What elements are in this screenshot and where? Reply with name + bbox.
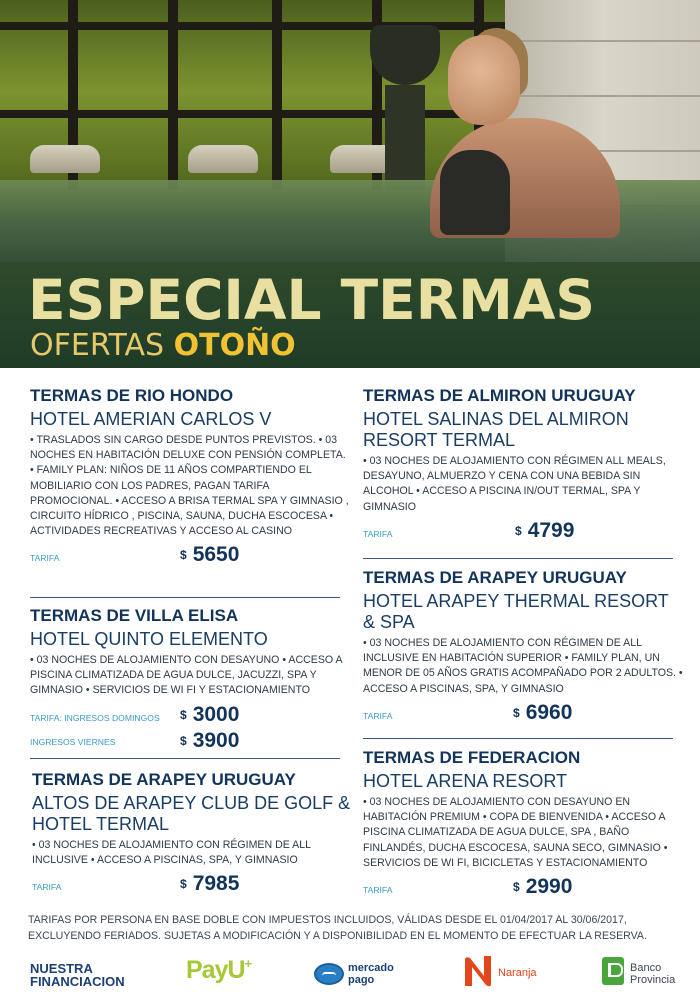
divider: [363, 738, 673, 739]
price: [513, 875, 572, 899]
divider: [30, 597, 340, 598]
offer-rio-hondo[interactable]: [30, 386, 352, 569]
currency-symbol: $: [180, 707, 187, 722]
financing-line-1: NUESTRA: [30, 961, 93, 976]
price-2: [180, 729, 239, 753]
offer-federacion[interactable]: [363, 748, 685, 901]
tarifa-label: TARIFA: [363, 528, 393, 539]
swimsuit: [440, 150, 510, 235]
offer-description: • 03 NOCHES DE ALOJAMIENTO CON RÉGIMEN ALL MEALS, DESAYUNO, ALMUERZO Y CENA CON UNA BEBIDA SIN ALCOHOL • ACCESO A PISCINA IN/OUT TERMAL, SPA Y GIMNASIO: [363, 455, 666, 513]
currency-symbol: $: [515, 523, 522, 538]
offer-hotel: HOTEL ARENA RESORT: [363, 771, 568, 791]
naranja-logo: Naranja: [498, 967, 537, 979]
offer-destination: TERMAS DE FEDERACION: [363, 748, 581, 767]
currency-symbol: $: [180, 877, 187, 892]
offer-description: • 03 NOCHES DE ALOJAMIENTO CON DESAYUNO • ACCESO A PISCINA CLIMATIZADA DE AGUA DULCE, JACUZZI, SPA Y GIMNASIO • SERVICIOS DE WI FI Y ESTACIONAMIENTO: [30, 654, 342, 697]
mercadopago-line-2: pago: [348, 974, 375, 986]
offer-price-row: [363, 875, 685, 901]
financing-line-2: FINANCIACION: [30, 974, 125, 989]
price-value: 3000: [192, 702, 240, 726]
lounger: [188, 145, 258, 173]
naranja-n-icon: [462, 954, 494, 988]
offer-description: • 03 NOCHES DE ALOJAMIENTO CON RÉGIMEN DE ALL INCLUSIVE EN HABITACIÓN SUPERIOR • FAMILY PLAN, UN MENOR DE 05 AÑOS GRATIS ACOMPAÑADO POR 2 ADULTOS. • ACCESO A PISCINAS, SPA, Y GIMNASIO: [363, 637, 683, 695]
price: [180, 872, 239, 896]
offer-price-row: [32, 872, 354, 898]
price-value: 2990: [525, 875, 573, 899]
offer-almiron[interactable]: [363, 386, 685, 545]
banner-subtitle: [30, 328, 296, 364]
offer-description: • 03 NOCHES DE ALOJAMIENTO CON DESAYUNO EN HABITACIÓN PREMIUM • COPA DE BIENVENIDA • ACCESO A PISCINA CLIMATIZADA DE AGUA DULCE, SPA , BAÑO FINLANDÉS, DUCHA ESCOCESA, SAUNA SECO, GIMNASIO • SERVICIOS DE WI FI, BICICLETAS Y ESTACIONAMIENTO: [363, 796, 668, 869]
offer-price-row: [363, 519, 685, 545]
offer-hotel: HOTEL QUINTO ELEMENTO: [30, 629, 268, 649]
banco-provincia-logo: [630, 962, 675, 986]
tarifa-label: TARIFA: [30, 553, 60, 564]
currency-symbol: $: [180, 733, 187, 748]
price-value: 5650: [192, 543, 240, 567]
offer-price-row: [30, 703, 352, 729]
subtitle-prefix: OFERTAS: [30, 328, 165, 363]
offer-destination: TERMAS DE ALMIRON URUGUAY: [363, 386, 636, 405]
offer-price-row-2: [30, 729, 352, 755]
tarifa-label-2: INGRESOS VIERNES: [30, 736, 116, 747]
banco-line-2: Provincia: [630, 974, 676, 986]
tarifa-label: TARIFA: [32, 882, 62, 893]
price: [180, 543, 239, 567]
offer-description: • TRASLADOS SIN CARGO DESDE PUNTOS PREVISTOS. • 03 NOCHES EN HABITACIÓN DELUXE CON PENSIÓN COMPLETA. • FAMILY PLAN: NIÑOS DE 11 AÑOS COMPARTIENDO EL MOBILIARIO CON LOS PADRES, PAGAN TARIFA PROMOCIONAL. • ACCESO A BRISA TERMAL SPA Y GIMNASIO , CIRCUITO HÍDRICO , PISCINA, SAUNA, DUCHA ESCOCESA • ACTIVIDADES RECREATIVAS Y ACCESO AL CASINO: [30, 434, 349, 538]
tarifa-label: TARIFA: INGRESOS DOMINGOS: [30, 712, 160, 723]
offer-destination: TERMAS DE ARAPEY URUGUAY: [363, 568, 627, 587]
banner-title: ESPECIAL TERMAS: [28, 268, 595, 332]
offer-arapey-thermal[interactable]: [363, 568, 685, 727]
bather-head: [448, 35, 520, 125]
lounger: [30, 145, 100, 173]
offer-hotel: ALTOS DE ARAPEY CLUB DE GOLF & HOTEL TERMAL: [32, 793, 351, 834]
terms-note: TARIFAS POR PERSONA EN BASE DOBLE CON IMPUESTOS INCLUIDOS, VÁLIDAS DESDE EL 01/04/2017 AL 30/06/2017, EXCLUYENDO FERIADOS. SUJETAS A MODIFICACIÓN Y A DISPONIBILIDAD EN EL MOMENTO DE EFECTUAR LA RESERVA.: [28, 914, 647, 942]
tarifa-label: TARIFA: [363, 885, 393, 896]
mercadopago-logo: [348, 962, 394, 986]
hero-photo: [0, 0, 700, 262]
payu-logo: [186, 956, 251, 985]
currency-symbol: $: [513, 880, 520, 895]
offer-hotel: HOTEL ARAPEY THERMAL RESORT & SPA: [363, 591, 669, 632]
banco-line-1: Banco: [630, 962, 662, 974]
offer-destination: TERMAS DE VILLA ELISA: [30, 606, 239, 625]
payu-text: PayU: [186, 956, 245, 984]
currency-symbol: $: [180, 548, 187, 563]
price: [515, 519, 574, 543]
pedestal: [385, 85, 425, 190]
price-value: 4799: [527, 518, 575, 542]
divider: [363, 558, 673, 559]
offer-altos-de-arapey[interactable]: [32, 770, 354, 898]
price: [180, 703, 239, 727]
mercadopago-line-1: mercado: [348, 962, 394, 974]
offer-hotel: HOTEL AMERIAN CARLOS V: [30, 409, 272, 429]
banco-provincia-icon: [602, 957, 624, 985]
financing-label: [30, 962, 125, 988]
offer-price-row: [30, 543, 352, 569]
offer-destination: TERMAS DE RIO HONDO: [30, 386, 234, 405]
price-value: 6960: [525, 700, 573, 724]
offer-hotel: HOTEL SALINAS DEL ALMIRON RESORT TERMAL: [363, 409, 629, 450]
price: [513, 701, 572, 725]
offer-description: • 03 NOCHES DE ALOJAMIENTO CON RÉGIMEN DE ALL INCLUSIVE • ACCESO A PISCINAS, SPA, Y GIMNASIO: [32, 839, 311, 867]
divider: [30, 758, 340, 759]
tarifa-label: TARIFA: [363, 710, 393, 721]
handshake-icon: [314, 963, 344, 985]
offer-villa-elisa[interactable]: [30, 606, 352, 755]
currency-symbol: $: [513, 705, 520, 720]
offer-price-row: [363, 701, 685, 727]
payu-plus-icon: +: [244, 956, 252, 971]
price-value-2: 3900: [192, 728, 240, 752]
price-value: 7985: [192, 872, 240, 896]
subtitle-highlight: OTOÑO: [173, 328, 296, 363]
offer-destination: TERMAS DE ARAPEY URUGUAY: [32, 770, 296, 789]
